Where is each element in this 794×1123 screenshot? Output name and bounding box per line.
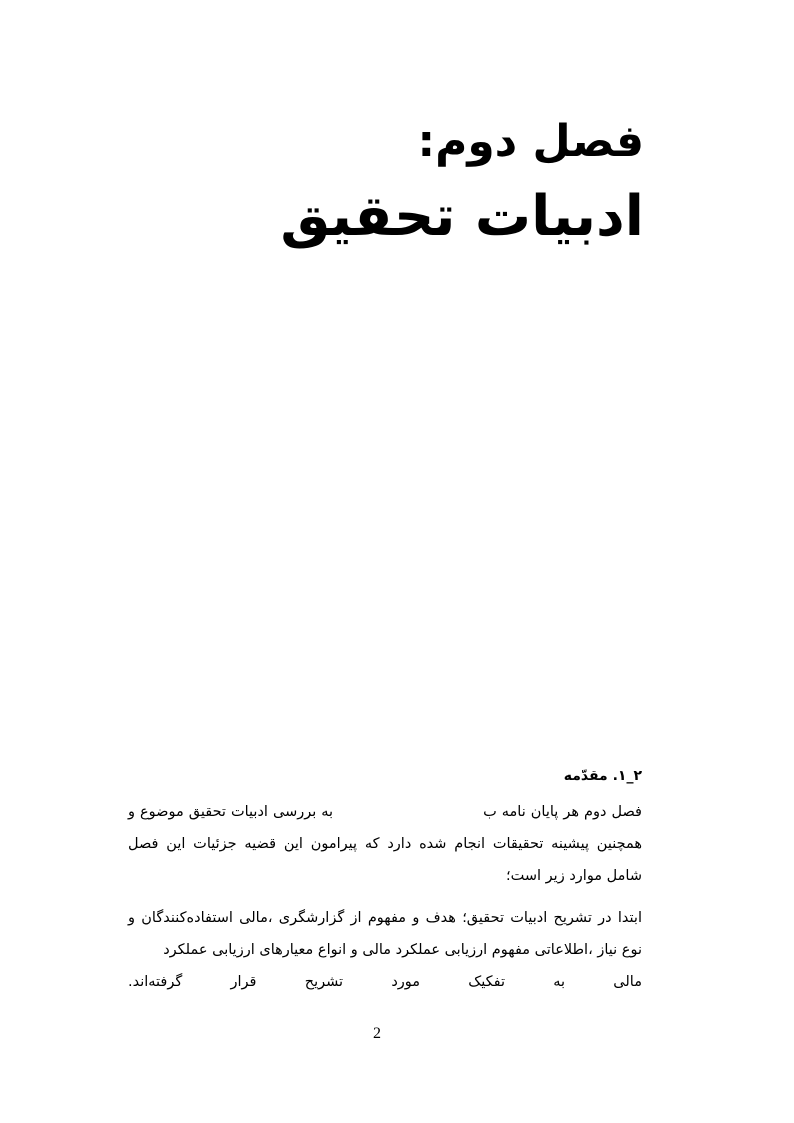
content-paragraph-body: ابتدا در تشریح ادبیات تحقیق؛ هدف و مفهوم از گزارشگری ،مالی استفاده‌کنندگان و نوع نیاز ،اطلاعاتی مفهوم ارزیابی عملکرد مالی و انواع معیارهای ارزیابی عملکرد bbox=[128, 910, 642, 958]
content-paragraph bbox=[128, 902, 642, 998]
intro-paragraph-part1: فصل دوم هر پایان نامه ب bbox=[483, 804, 642, 820]
content-paragraph-last-line: مالی به تفکیک مورد تشریح قرار گرفته‌اند. bbox=[128, 974, 642, 990]
page-number: 2 bbox=[373, 1025, 381, 1042]
chapter-label: فصل دوم: bbox=[417, 116, 644, 167]
section-heading: ۲_۱. مقدّمه bbox=[563, 768, 642, 784]
intro-paragraph-part2: به بررسی ادبیات تحقیق موضوع و همچنین پیشینه تحقیقات انجام شده دارد که پیرامون این قضیه جزئیات این فصل شامل موارد زیر است؛ bbox=[128, 804, 642, 884]
chapter-title: ادبیات تحقیق bbox=[280, 184, 644, 249]
intro-paragraph bbox=[128, 796, 642, 892]
